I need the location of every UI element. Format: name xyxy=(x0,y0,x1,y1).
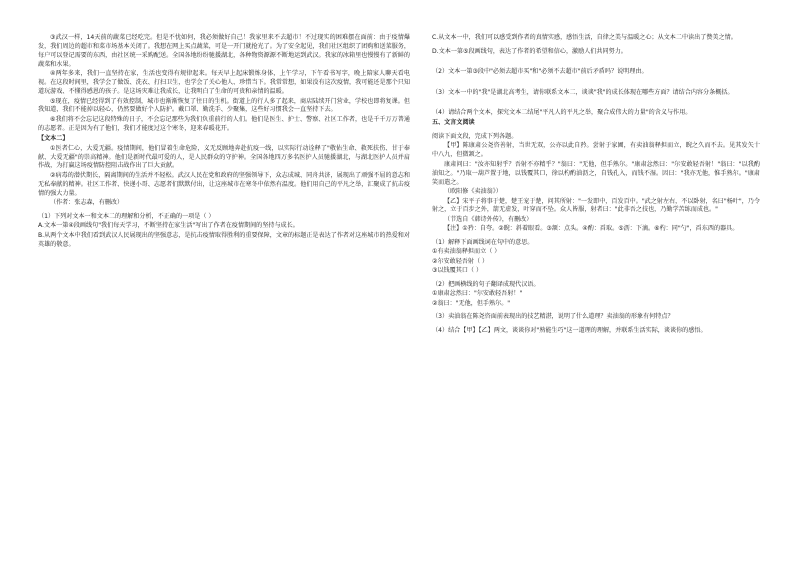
classical-question-1-item-3: ③以钱覆其口（ ） xyxy=(432,267,483,275)
classical-question-1: （1）解释下面画线词在句中的意思。 xyxy=(432,238,534,246)
text1-paragraph-3: ③武汉一样，14天前的蔬菜已经吃完。但是不忧如何，我必须做好自己！我家里来不去超市！不过现实的困难摆在面前：由于疫情爆发，我们周边的超市和菜市场基本关闭了。我想在网上买点蔬菜，可是一开门就抢光了。为了安全起见，我们社区组织了团购和送菜服务，每户可以登记需要的东西，由社区统一采购配送。全国各地纷纷驰援湖北，各种物资源源不断地运到武汉。我家的冰箱里也慢慢有了新鲜的蔬菜和水果。 xyxy=(38,34,410,68)
annotation-notes: 【注】①矜：自夸。②睨：斜着眼看。③颔：点头。④酌：舀取。⑤沥：下滴。⑥杓：同"勺"，舀东西的器具。 xyxy=(444,225,739,233)
passage-yi: 【乙】宋平子将事于楚，楚王宠于楚，问其所射："一发即中，百发百中。"武之射左右，不以卧射，名曰"杨叶"，乃令射之，立于百步之外，箭无虚发，叶穿而不坠。众人皆服，射者曰："此非吾之技也，乃勤学苦练而成也。" xyxy=(432,197,760,214)
left-column xyxy=(38,34,410,250)
author-note: （作者：张志森，有删改） xyxy=(50,199,124,207)
text1-paragraph-5: ⑤现在，疫情已经得到了有效控制，城市也渐渐恢复了往日的生机。街道上的行人多了起来，商店陆续开门营业，学校也即将复课。但我知道，我们不能掉以轻心，仍然要做好个人防护。戴口罩、勤洗手、少聚集，这些好习惯我会一直坚持下去。 xyxy=(38,97,410,114)
question-1-option-d: D.文本一第⑤段画线句，表达了作者的希望和信心，激励人们共同努力。 xyxy=(432,47,627,55)
classical-question-4: （4）结合【甲】【乙】两文，谈谈你对"熟能生巧"这一道理的理解，并联系生活实际，谈谈你的感悟。 xyxy=(432,326,707,334)
passage-jia-source: （欧阳修《卖油翁》） xyxy=(444,188,502,196)
passage-jia-2: 康肃问曰："汝亦知射乎？吾射不亦精乎？"翁曰："无他，但手熟尔。"康肃忿然曰："尔安敢轻吾射！"翁曰："以我酌油知之。"乃取一葫芦置于地，以钱覆其口，徐以杓酌油沥之，自钱孔入，而钱不湿。因曰："我亦无他，惟手熟尔。"康肃笑而遣之。 xyxy=(432,160,760,186)
question-1-option-c: C.从文本一中，我们可以感受到作者的真情实感，感悟生活，自律之美与温暖之心；从文本二中读出了赞美之情。 xyxy=(432,34,737,41)
question-1: （1）下列对文本一和文本二的理解和分析，不正确的一项是（ ） xyxy=(38,212,215,220)
question-1-option-b: B.从两个文本中我们看到武汉人民展现出的坚强意志，是抗击疫情取得胜利的重要保障，文章的标题正是表达了作者对这座城市的热爱和对英雄的敬意。 xyxy=(38,231,410,248)
classical-question-2-item-1: ①康肃忿然曰："尔安敢轻吾射！" xyxy=(432,290,523,298)
text1-paragraph-4: ④两年多来，我们一直坚持在家，生活也变得有规律起来。每天早上起床锻炼身体，上午学习，下午看书写字，晚上陪家人聊天看电视。在这段时间里，我学会了做饭、洗衣、打扫卫生，也学会了关心他人、珍惜当下。我常常想，如果没有这次疫情，我可能还是那个只知道玩游戏、不懂得感恩的孩子。是这场灾难让我成长，让我明白了生命的可贵和亲情的温暖。 xyxy=(38,70,410,96)
passage-jia: 【甲】陈康肃公尧咨善射，当世无双，公亦以此自矜。尝射于家圃，有卖油翁释担而立，睨之久而不去。见其发矢十中八九，但微颔之。 xyxy=(432,142,760,159)
classical-question-2: （2）把画横线的句子翻译成现代汉语。 xyxy=(432,280,540,288)
classical-question-1-item-1: ①有卖油翁释担而立（ ） xyxy=(432,248,501,256)
text1-paragraph-6: ⑥我们将不会忘记这段特殊的日子，不会忘记那些为我们负重前行的人们。他们是医生、护士、警察、社区工作者，也是千千万万普通的志愿者。正是因为有了他们，我们才能度过这个寒冬，迎来春暖花开。 xyxy=(38,115,410,132)
right-column xyxy=(432,34,760,336)
question-3: （3）文本一中的"我"是湖北高考生，请你联系文本二，谈谈"我"的成长体现在哪些方面？请结合内容分条概括。 xyxy=(432,88,734,96)
classical-question-3: （3）卖油翁在陈尧咨面前表现出的技艺精湛，说明了什么道理？卖油翁的形象有何特点？ xyxy=(432,313,674,321)
question-2: （2）文本一第③段中"必须去超市买"和"必须不去超市"前后矛盾吗？说明理由。 xyxy=(432,68,648,75)
classical-question-1-item-2: ②尔安敢轻吾射（ ） xyxy=(432,257,489,265)
reading-instruction: 阅读下面文段，完成下列各题。 xyxy=(432,132,518,140)
text2-heading: 【文本二】 xyxy=(38,134,69,142)
question-1-option-a: A.文本一第④段画线句"我们每天学习，不断坚持在家生活"写出了作者在疫情期间的坚持与成长。 xyxy=(38,222,299,230)
question-4: （4）请结合两个文本，探究文本二结尾"平凡人的平凡之举，聚合成伟大的力量"的含义与作用。 xyxy=(432,109,692,116)
classical-question-2-item-2: ②翁曰："无他，但手熟尔。" xyxy=(432,299,511,307)
passage-yi-source: （节选自《韩诗外传》，有删改） xyxy=(444,215,533,223)
text2-paragraph-1: ①医者仁心，大爱无疆。疫情期间，他们冒着生命危险，义无反顾地奔赴抗疫一线，以实际行动诠释了"敬佑生命、救死扶伤、甘于奉献、大爱无疆"的崇高精神。他们是新时代最可爱的人，是人民群众的守护神。全国各地四万多名医护人员驰援湖北，与湖北医护人员并肩作战，为打赢这场疫情防控阻击战作出了巨大贡献。 xyxy=(38,144,410,170)
text2-paragraph-2: ②病毒的潜伏期长，隔离期间的生活并不轻松。武汉人民在党和政府的坚强领导下，众志成城、同舟共济，展现出了顽强不屈的意志和无私奉献的精神。社区工作者、快递小哥、志愿者们默默付出，让这座城市在寒冬中依然有温度。他们用自己的平凡之举，汇聚成了抗击疫情的强大力量。 xyxy=(38,171,410,197)
section-5-heading: 五、文言文阅读 xyxy=(432,118,475,126)
